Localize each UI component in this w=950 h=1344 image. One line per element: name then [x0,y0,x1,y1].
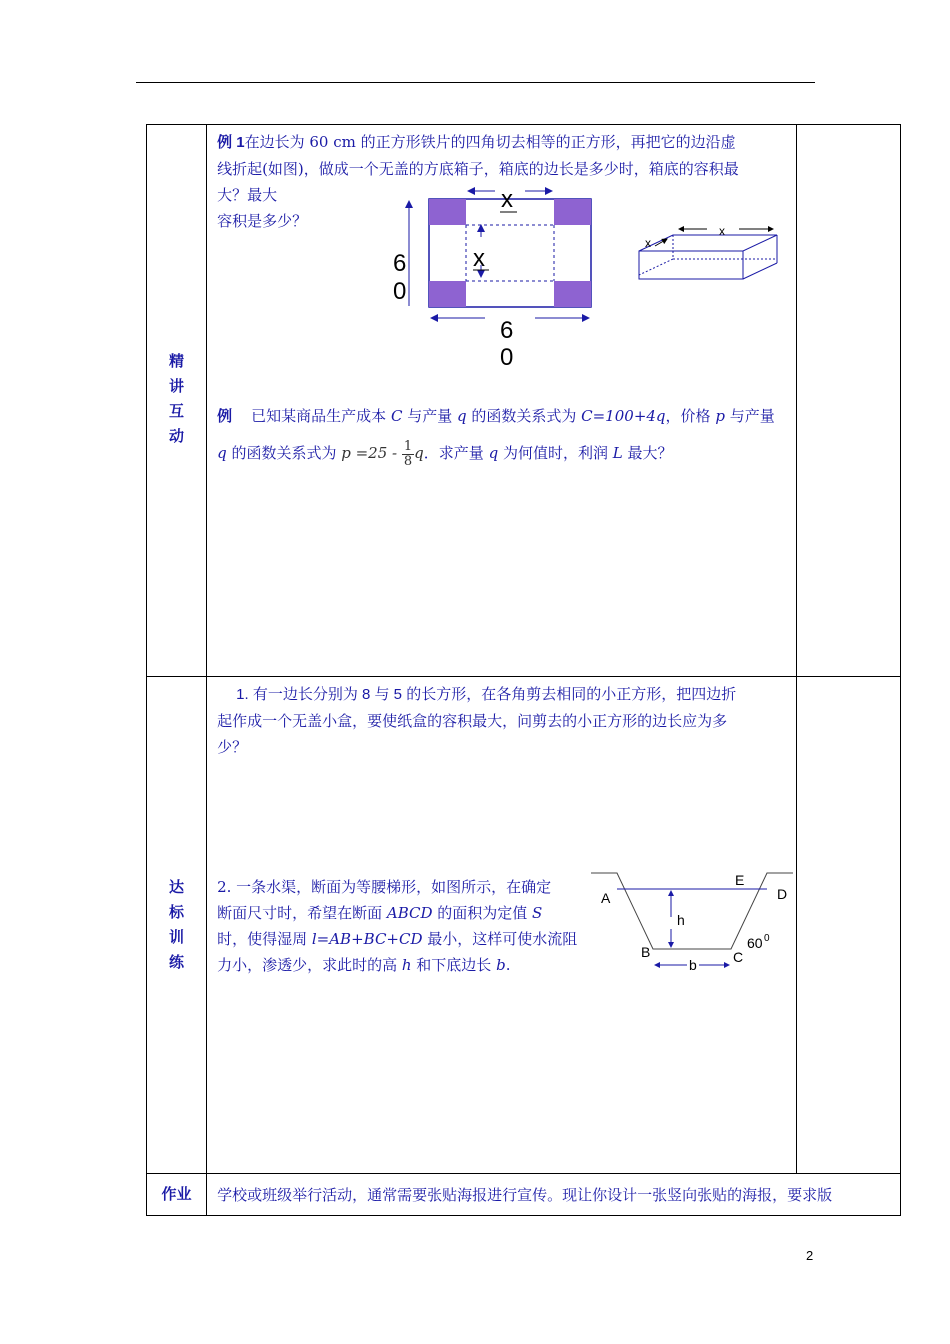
corner-top-right [554,199,591,225]
corner-top-left [429,199,466,225]
homework-text: 学校或班级举行活动，通常需要张贴海报进行宣传。现让你设计一张竖向张贴的海报，要求版 [217,1185,833,1204]
label-b: b [689,957,697,973]
label-cell-jingjiang [147,125,207,677]
channel-figure [587,869,799,973]
label-angle: 60 [747,935,763,951]
sheet-figure [385,181,615,371]
section-label-dabiao: 达 标 训 练 [169,878,185,971]
problem1-text: 1. 有一边长分别为 8 与 5 的长方形，在各角剪去相同的小正方形，把四边折 起作成一个无盖小盒，要使纸盒的容积最大，问剪去的小正方形的边长应为多 少？ [217,686,737,756]
side-left-digit-6: 6 [393,250,407,277]
content-cell-dabiao [207,677,797,1174]
content-cell-zuoye [207,1174,901,1216]
label-C: C [733,949,744,965]
label-cell-dabiao [147,677,207,1174]
blank-cell-dabiao [796,677,900,1174]
label-B: B [641,944,651,960]
content-cell-jingjiang [207,125,797,677]
side-left-digit-0: 0 [393,278,407,305]
fraction-one-eighth: $\frac{1}{8}$ [403,438,413,469]
section-label-jingjiang: 精 讲 互 动 [169,352,185,445]
label-angle-sup: 0 [764,933,770,944]
side-bottom-digit-0: 0 [500,344,514,371]
box-x-label-side: x [645,236,652,250]
blank-cell-jingjiang [796,125,900,677]
row-zuoye [147,1174,901,1216]
example1-text: 例 1在边长为 60 cm 的正方形铁片的四角切去相等的正方形，再把它的边沿虚 线折起(如图)，做成一个无盖的方底箱子，箱底的边长是多少时，箱底的容积最 大？最大 容积是多少？ [217,133,739,230]
problem2-text: 2. 一条水渠，断面为等腰梯形，如图所示，在确定 断面尺寸时，希望在断面 ABCD 的面积为定值 S 时，使得湿周 l=AB+BC+CD 最小，这样可使水流阻 力小，渗透少，求此时的高 h 和下底边长 b. [217,878,578,974]
header-rule [136,82,815,83]
lesson-table [146,124,901,1216]
example2-text: 例 已知某商品生产成本 C 与产量 q 的函数关系式为 C=100+4q，价格 p 与产量 q 的函数关系式为 p =25 - $\frac{1}{8}$ q．求产量 q 为何值时，利润 L 最大？ [217,407,775,469]
label-A: A [601,890,611,906]
channel-outline [591,873,793,949]
section-label-zuoye: 作业 [161,1185,192,1203]
label-D: D [777,886,788,902]
page-number: 2 [806,1248,814,1263]
box-x-label-top: x [719,224,726,238]
x-top-label: x [501,186,514,213]
corner-bottom-right [554,281,591,307]
label-h: h [677,912,685,928]
row-dabiao [147,677,901,1174]
label-E: E [735,872,745,888]
label-cell-zuoye [147,1174,207,1216]
side-bottom-digit-6: 6 [500,317,514,344]
row-jingjiang [147,125,901,677]
box-front-face [639,251,743,279]
corner-bottom-left [429,281,466,307]
box-figure [627,219,787,289]
x-mid-label: x [473,245,486,272]
